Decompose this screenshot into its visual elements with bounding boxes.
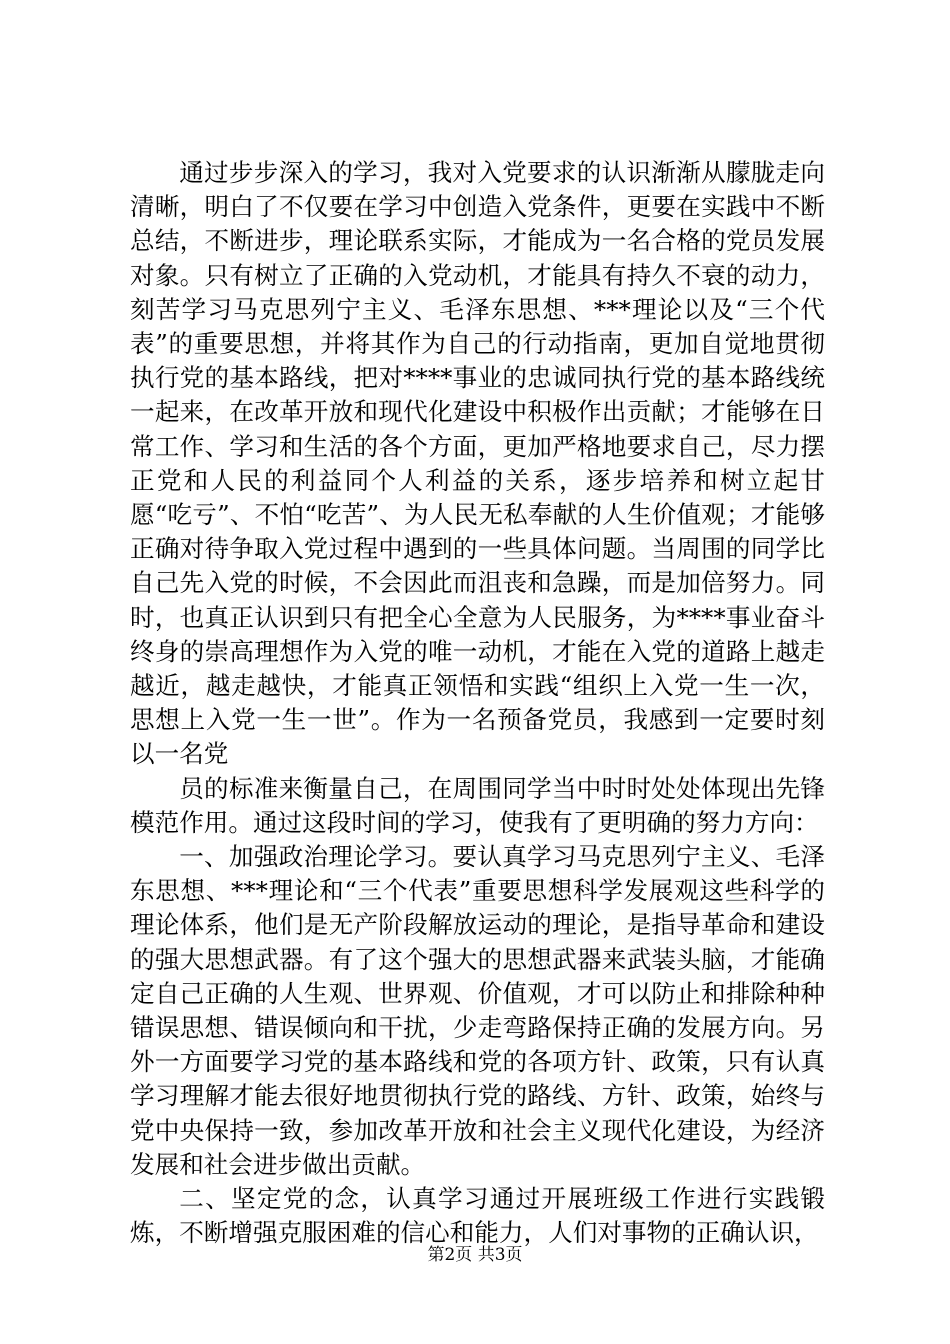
document-body bbox=[130, 156, 825, 1251]
paragraph: 通过步步深入的学习，我对入党要求的认识渐渐从朦胧走向清晰，明白了不仅要在学习中创造入党条件，更要在实践中不断总结，不断进步，理论联系实际，才能成为一名合格的党员发展对象。只有树立了正确的入党动机，才能具有持久不衰的动力，刻苦学习马克思列宁主义、毛泽东思想、***理论以及“三个代表”的重要思想，并将其作为自己的行动指南，更加自觉地贯彻执行党的基本路线，把对****事业的忠诚同执行党的基本路线统一起来，在改革开放和现代化建设中积极作出贡献；才能够在日常工作、学习和生活的各个方面，更加严格地要求自己，尽力摆正党和人民的利益同个人利益的关系，逐步培养和树立起甘愿“吃亏”、不怕“吃苦”、为人民无私奉献的人生价值观；才能够正确对待争取入党过程中遇到的一些具体问题。当周围的同学比自己先入党的时候，不会因此而沮丧和急躁，而是加倍努力。同时，也真正认识到只有把全心全意为人民服务，为****事业奋斗终身的崇高理想作为入党的唯一动机，才能在入党的道路上越走越近，越走越快，才能真正领悟和实践“组织上入党一生一次，思想上入党一生一世”。作为一名预备党员，我感到一定要时刻以一名党 bbox=[130, 158, 825, 769]
page-number-footer: 第2页 共3页 bbox=[427, 1245, 523, 1265]
paragraph: 员的标准来衡量自己，在周围同学当中时时处处体现出先锋模范作用。通过这段时间的学习，使我有了更明确的努力方向： bbox=[130, 773, 825, 837]
paragraph: 一、加强政治理论学习。要认真学习马克思列宁主义、毛泽东思想、***理论和“三个代表”重要思想科学发展观这些科学的理论体系，他们是无产阶段解放运动的理论，是指导革命和建设的强大思想武器。有了这个强大的思想武器来武装头脑，才能确定自己正确的人生观、世界观、价值观，才可以防止和排除种种错误思想、错误倾向和干扰，少走弯路保持正确的发展方向。另外一方面要学习党的基本路线和党的各项方针、政策，只有认真学习理解才能去很好地贯彻执行党的路线、方针、政策，始终与党中央保持一致，参加改革开放和社会主义现代化建设，为经济发展和社会进步做出贡献。 bbox=[130, 842, 825, 1179]
paragraph: 二、坚定党的念，认真学习通过开展班级工作进行实践锻炼，不断增强克服困难的信心和能力，人们对事物的正确认识， bbox=[130, 1184, 825, 1248]
